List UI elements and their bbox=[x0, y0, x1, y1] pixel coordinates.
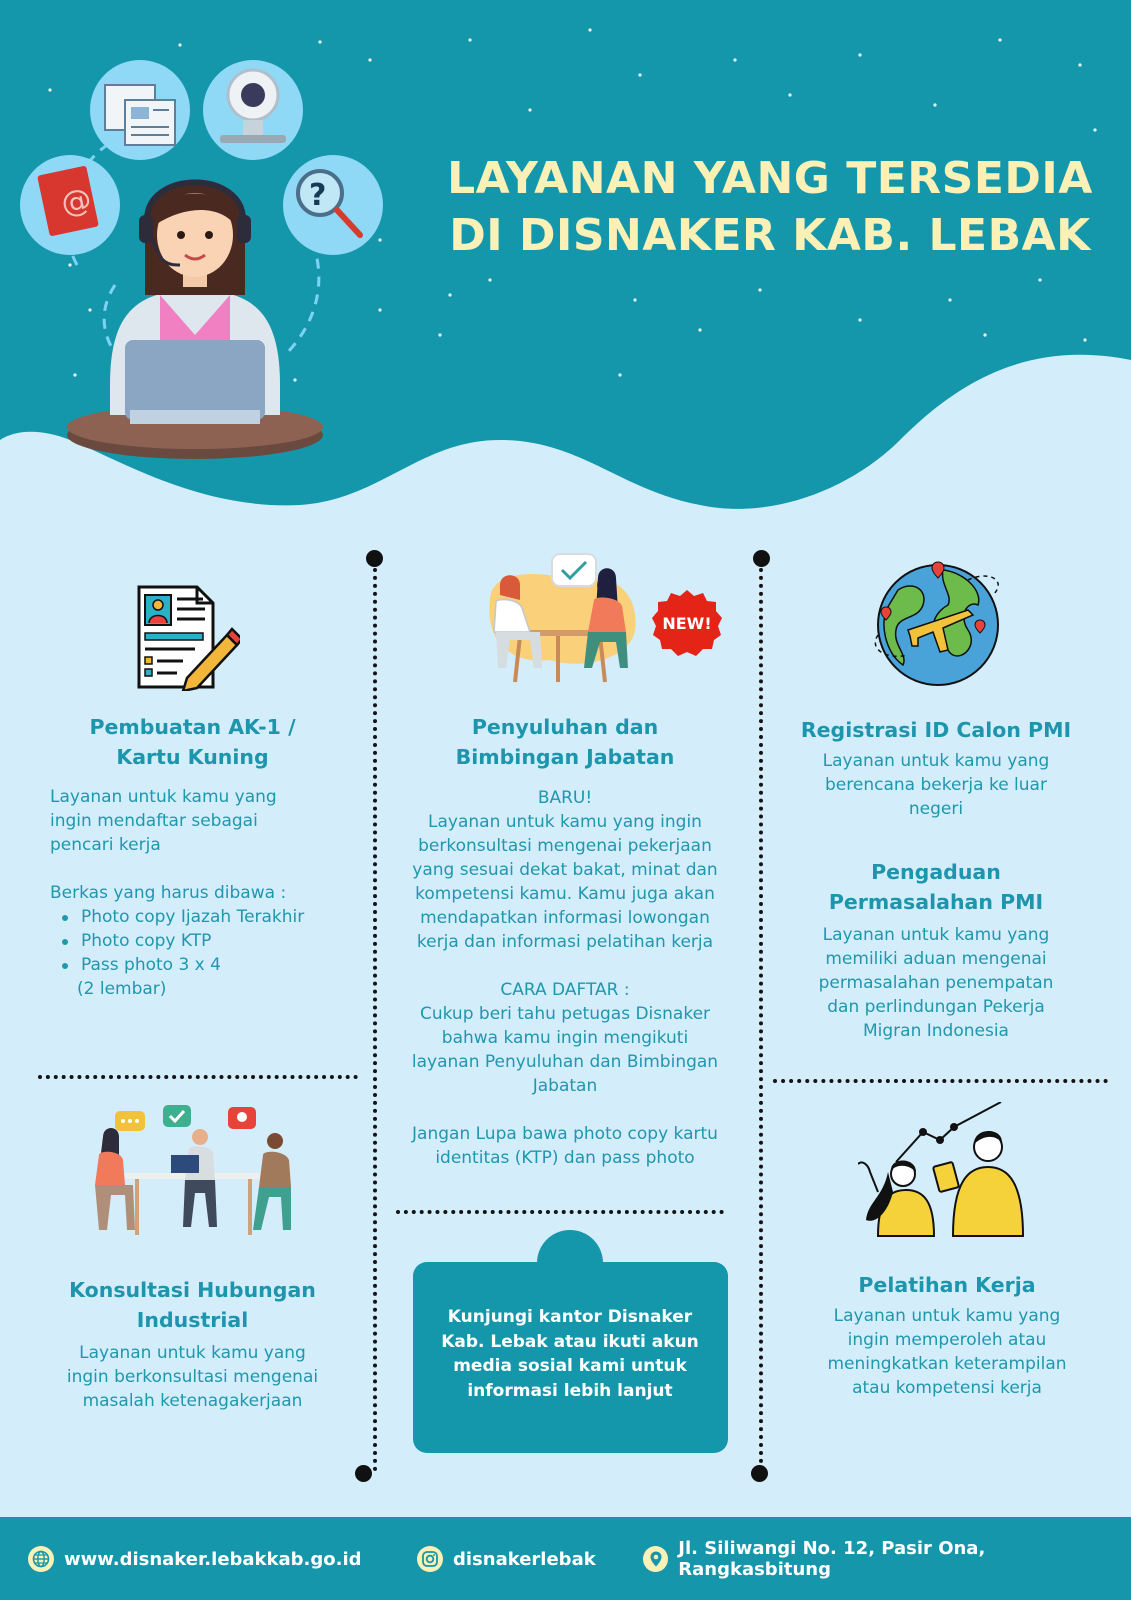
page-title-line1: LAYANAN YANG TERSEDIA bbox=[447, 153, 1093, 204]
growth-chart-icon bbox=[858, 1102, 1028, 1237]
service-ak1-desc-line: ingin mendaftar sebagai bbox=[50, 811, 258, 831]
service-penyuluhan-cara-line: Jabatan bbox=[532, 1076, 598, 1096]
service-konsultasi bbox=[35, 1275, 350, 1413]
service-ak1-berkas-list bbox=[50, 905, 370, 1001]
service-penyuluhan-note-line: Jangan Lupa bawa photo copy kartu bbox=[412, 1124, 718, 1144]
service-ak1 bbox=[40, 712, 345, 772]
service-pelatihan-desc-line: Layanan untuk kamu yang bbox=[833, 1306, 1061, 1326]
service-konsultasi-desc-line: masalah ketenagakerjaan bbox=[82, 1391, 303, 1411]
service-konsultasi-title-line2: Industrial bbox=[136, 1308, 249, 1332]
service-konsultasi-title bbox=[35, 1275, 350, 1335]
service-pengaduan-desc-line: Layanan untuk kamu yang bbox=[822, 925, 1050, 945]
service-pelatihan bbox=[802, 1270, 1092, 1400]
service-ak1-desc-line: Layanan untuk kamu yang bbox=[50, 787, 277, 807]
service-penyuluhan-line: kerja dan informasi pelatihan kerja bbox=[416, 932, 714, 952]
svg-text:@: @ bbox=[58, 181, 95, 223]
service-ak1-title-line2: Kartu Kuning bbox=[116, 745, 269, 769]
cta-text bbox=[425, 1305, 715, 1403]
service-pengaduan-desc-line: dan perlindungan Pekerja bbox=[827, 997, 1045, 1017]
consultation-meeting-icon bbox=[85, 1105, 300, 1240]
service-registrasi-desc-line: Layanan untuk kamu yang bbox=[822, 751, 1050, 771]
earth-airplane-icon bbox=[868, 560, 1008, 690]
cta-text-line: Kab. Lebak atau ikuti akun bbox=[441, 1331, 699, 1352]
divider-dot-bottom-left bbox=[355, 1465, 372, 1482]
service-registrasi-desc-line: negeri bbox=[908, 799, 964, 819]
service-penyuluhan-line: BARU! bbox=[537, 788, 593, 808]
service-ak1-title bbox=[40, 712, 345, 772]
cta-text-line: media sosial kami untuk bbox=[453, 1356, 687, 1376]
service-registrasi-title: Registrasi ID Calon PMI bbox=[800, 718, 1072, 742]
service-registrasi-desc-line: berencana bekerja ke luar bbox=[825, 775, 1047, 795]
service-penyuluhan-cara-daftar bbox=[385, 978, 745, 1098]
location-pin-icon bbox=[643, 1546, 668, 1572]
service-pengaduan-desc-line: memiliki aduan mengenai bbox=[825, 949, 1047, 969]
service-registrasi bbox=[786, 715, 1086, 821]
service-penyuluhan-title bbox=[385, 712, 745, 772]
service-registrasi-desc bbox=[786, 749, 1086, 821]
footer-address bbox=[643, 1538, 1131, 1580]
footer-website-link[interactable] bbox=[28, 1545, 362, 1573]
instagram-icon bbox=[417, 1546, 443, 1572]
divider-horizontal-left bbox=[38, 1075, 358, 1079]
footer-instagram-text: disnakerlebak bbox=[453, 1548, 596, 1570]
globe-icon bbox=[28, 1546, 54, 1572]
service-penyuluhan-note bbox=[385, 1122, 745, 1170]
service-pengaduan-desc-line: Migran Indonesia bbox=[863, 1021, 1009, 1041]
service-pelatihan-desc bbox=[802, 1304, 1092, 1400]
service-konsultasi-desc bbox=[35, 1341, 350, 1413]
list-item: Pass photo 3 x 4 bbox=[50, 953, 370, 977]
service-pengaduan-title-line2: Permasalahan PMI bbox=[828, 890, 1044, 914]
footer-instagram-link[interactable] bbox=[417, 1545, 596, 1573]
list-item: Photo copy KTP bbox=[50, 929, 370, 953]
service-pelatihan-desc-line: meningkatkan keterampilan bbox=[827, 1354, 1067, 1374]
service-pelatihan-desc-line: ingin memperoleh atau bbox=[847, 1330, 1047, 1350]
footer-address-text: Jl. Siliwangi No. 12, Pasir Ona, Rangkasbitung bbox=[678, 1538, 986, 1580]
cta-text-line: Kunjungi kantor Disnaker bbox=[447, 1307, 693, 1327]
svg-text:?: ? bbox=[309, 178, 327, 213]
service-penyuluhan-title-line2: Bimbingan Jabatan bbox=[455, 745, 675, 769]
list-item: Photo copy Ijazah Terakhir bbox=[50, 905, 370, 929]
divider-vertical-right bbox=[759, 560, 763, 1472]
service-pengaduan-title bbox=[786, 857, 1086, 917]
service-ak1-body bbox=[50, 785, 370, 1001]
list-item-continuation: (2 lembar) bbox=[77, 979, 167, 999]
service-penyuluhan-line: berkonsultasi mengenai pekerjaan bbox=[418, 836, 712, 856]
cta-text-line: informasi lebih lanjut bbox=[467, 1380, 673, 1401]
service-pengaduan-title-line1: Pengaduan bbox=[871, 860, 1001, 884]
service-penyuluhan-cara-line: layanan Penyuluhan dan Bimbingan bbox=[411, 1052, 719, 1072]
service-penyuluhan-line: mendapatkan informasi lowongan bbox=[420, 908, 710, 928]
document-pen-icon bbox=[135, 583, 240, 691]
service-pengaduan-desc-line: permasalahan penempatan bbox=[818, 973, 1054, 993]
service-pengaduan bbox=[786, 857, 1086, 1043]
service-ak1-title-line1: Pembuatan AK-1 / bbox=[89, 715, 296, 739]
service-konsultasi-title-line1: Konsultasi Hubungan bbox=[69, 1278, 316, 1302]
service-penyuluhan-line: Layanan untuk kamu yang ingin bbox=[428, 812, 702, 832]
page-title bbox=[430, 150, 1110, 264]
page-title-line2: DI DISNAKER KAB. LEBAK bbox=[449, 210, 1091, 261]
meeting-icon bbox=[470, 550, 650, 690]
service-penyuluhan-title-line1: Penyuluhan dan bbox=[471, 715, 659, 739]
service-ak1-berkas-heading: Berkas yang harus dibawa : bbox=[50, 883, 287, 903]
service-pelatihan-title: Pelatihan Kerja bbox=[858, 1273, 1036, 1297]
divider-dot-bottom-right bbox=[751, 1465, 768, 1482]
service-pengaduan-desc bbox=[786, 923, 1086, 1043]
service-pelatihan-desc-line: atau kompetensi kerja bbox=[852, 1378, 1042, 1398]
service-penyuluhan bbox=[385, 712, 745, 1170]
service-penyuluhan-cara-line: Cukup beri tahu petugas Disnaker bbox=[419, 1004, 711, 1024]
service-penyuluhan-line: kompetensi kamu. Kamu juga akan bbox=[415, 884, 715, 904]
service-penyuluhan-cara-line: bahwa kamu ingin mengikuti bbox=[441, 1028, 689, 1048]
divider-horizontal-right bbox=[773, 1079, 1108, 1083]
service-penyuluhan-cara-line: CARA DAFTAR : bbox=[500, 980, 630, 1000]
service-konsultasi-desc-line: Layanan untuk kamu yang bbox=[79, 1343, 306, 1363]
divider-vertical-left bbox=[373, 560, 377, 1472]
divider-horizontal-center bbox=[396, 1210, 724, 1214]
new-badge bbox=[652, 588, 722, 658]
service-penyuluhan-desc bbox=[385, 786, 745, 954]
service-ak1-desc-line: pencari kerja bbox=[50, 835, 161, 855]
service-penyuluhan-note-line: identitas (KTP) dan pass photo bbox=[435, 1148, 695, 1168]
service-penyuluhan-line: yang sesuai dekat bakat, minat dan bbox=[412, 860, 718, 880]
service-konsultasi-desc-line: ingin berkonsultasi mengenai bbox=[66, 1367, 319, 1387]
customer-service-icon bbox=[15, 55, 385, 475]
new-badge-label: NEW! bbox=[662, 614, 712, 633]
footer-website-text: www.disnaker.lebakkab.go.id bbox=[64, 1548, 362, 1570]
